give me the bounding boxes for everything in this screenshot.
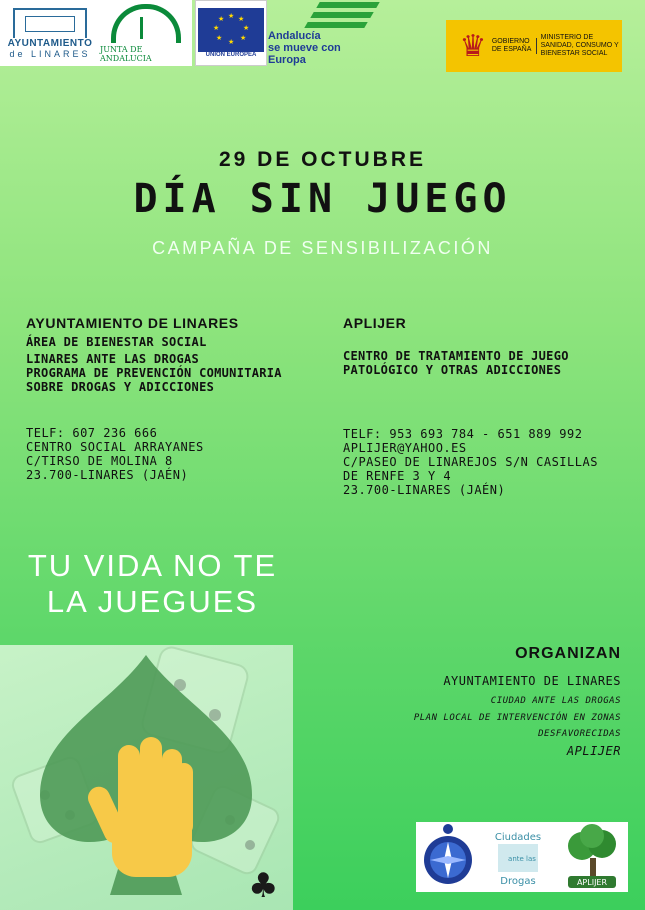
organizan-ayuntamiento: AYUNTAMIENTO DE LINARES [443,674,621,688]
right-center-line: CENTRO DE TRATAMIENTO DE JUEGO [343,349,569,363]
left-contact-line: C/TIRSO DE MOLINA 8 [26,454,173,468]
left-program-line: LINARES ANTE LAS DROGAS [26,352,200,366]
right-contact-email: APLIJER@YAHOO.ES [343,441,467,455]
compass-icon [424,824,472,884]
slogan [0,548,305,620]
organizan-plan-line: DESFAVORECIDAS [538,729,621,739]
junta-logo-text: JUNTA DE ANDALUCIA [100,44,152,63]
right-contact-line: C/PASEO DE LINAREJOS S/N CASILLAS [343,455,598,469]
left-contact-line: 23.700-LINARES (JAÉN) [26,468,189,482]
ministerio-text: MINISTERIO DE SANIDAD, CONSUMO Y BIENESTAR SOCIAL [540,34,619,57]
eu-logo-text: UNIÓN EUROPEA [205,52,257,58]
ante-las-text: ante las [508,855,536,863]
left-heading: AYUNTAMIENTO DE LINARES [26,315,239,331]
right-heading: APLIJER [343,315,407,331]
bottom-logos-svg [416,822,628,892]
organizan-aplijer: APLIJER [566,744,621,758]
organizan-ciudad: CIUDAD ANTE LAS DROGAS [490,696,621,706]
left-area: ÁREA DE BIENESTAR SOCIAL [26,335,207,349]
andalucia-stripes-icon [308,0,378,30]
right-contact-line: DE RENFE 3 Y 4 [343,469,452,483]
junta-logo [100,0,192,66]
ayuntamiento-logo-subtext: de LINARES [9,48,91,59]
junta-arch-icon [111,4,181,43]
ciudades-drogas-logo [478,826,558,888]
gobierno-text: GOBIERNO DE ESPAÑA [492,38,537,54]
ayuntamiento-logo-text: AYUNTAMIENTO [7,37,93,49]
illustration-svg [0,645,293,910]
right-center-line: PATOLÓGICO Y OTRAS ADICCIONES [343,363,562,377]
aplijer-logo-text: APLIJER [576,878,608,887]
andalucia-logo-text: Andalucía [268,30,321,42]
drogas-text: Drogas [500,876,536,887]
event-subtitle: CAMPAÑA DE SENSIBILIZACIÓN [152,238,493,258]
club-icon: ♣ [248,866,279,906]
left-program-line: SOBRE DROGAS Y ADICCIONES [26,380,215,394]
organizan-title: ORGANIZAN [515,645,621,662]
andalucia-logo-subtext: se mueve con Europa [268,42,341,66]
andalucia-europa-logo [268,0,378,66]
left-column [26,314,326,482]
campaign-illustration [0,645,293,910]
left-program-line: PROGRAMA DE PREVENCIÓN COMUNITARIA [26,366,282,380]
slogan-line: LA JUEGUES [46,584,259,619]
tree-icon [568,824,616,888]
left-contact-line: CENTRO SOCIAL ARRAYANES [26,440,204,454]
eu-flag-icon: ★ ★ ★ ★ ★ ★ ★ ★ [198,8,264,52]
organizan-plan-line: PLAN LOCAL DE INTERVENCIÓN EN ZONAS [413,713,621,723]
event-title: DÍA SIN JUEGO [133,176,512,222]
eu-logo [195,0,267,66]
right-contact-phone: TELF: 953 693 784 - 651 889 992 [343,427,583,441]
left-contact-phone: TELF: 607 236 666 [26,426,158,440]
event-date: 29 DE OCTUBRE [218,148,427,171]
ayuntamiento-logo [0,0,100,66]
slogan-line: TU VIDA NO TE [27,548,278,583]
ciudades-text: Ciudades [494,832,542,843]
building-icon [13,8,87,38]
bottom-logos [416,822,628,892]
spain-crest-icon: ♛ [459,29,487,63]
gobierno-logo [446,20,622,72]
right-column [343,314,633,497]
right-contact-line: 23.700-LINARES (JAÉN) [343,483,506,497]
